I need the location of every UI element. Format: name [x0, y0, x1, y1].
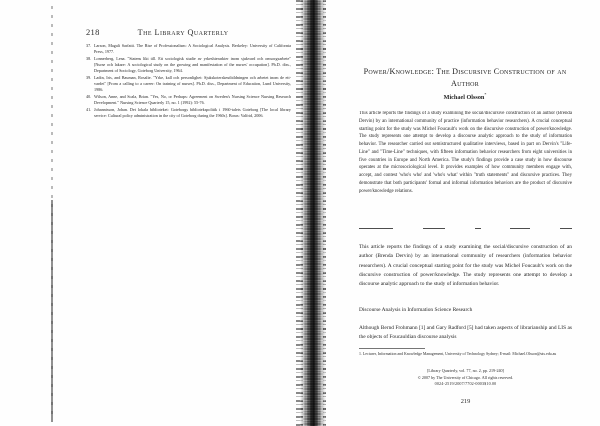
- article-title: Power/Knowledge: The Discursive Construction of an Author: [363, 67, 567, 88]
- reference-text: Wilson, Anne, and Scala, Brian. "Yes, No, or Perhaps: Agreement on Sweden's Nursing Science Nursing Research Development." Nursing Science Quarterly 15, no. 1 (1992): 55-76.: [94, 93, 291, 105]
- reference-item: [86, 56, 291, 74]
- citation-line-copyright: © 2007 by The University of Chicago. All rights reserved.: [417, 374, 514, 380]
- reference-number: 38.: [86, 55, 92, 61]
- article-abstract: This article reports the findings of a study examining the social/discursive construction of an author (Brenda Dervin) by an international community of practice (information behavior researchers). A crucial conceptual starting point for the study was Michel Foucault's work on the discursive construction of power/knowledge. The study represents one attempt to develop a discourse analytic approach to the study of information behavior. The researcher carried out semistructured qualitative interviews, based in part on Dervin's "Life-Line" and "Time-Line" techniques, with fifteen information behavior researchers from eight universities in five countries in Europe and North America. The study's findings provide a case study in how discourse operates at the microsociological level. It provides examples of how community members engage with, accept, and contest 'who's who' and 'who's what' within "truth statements" and discursive practices. They demonstrate that both participants' formal and informal information behaviors are the product of discursive power/knowledge relations.: [359, 111, 572, 194]
- reference-number: 39.: [86, 74, 92, 80]
- separator-rule-segment: [475, 228, 481, 229]
- right-page: [326, 0, 600, 426]
- author-footnote: 1. Lecturer, Information and Knowledge Management, University of Technology Sydney; E-mail: Michael.Olsson@uts.edu.au: [359, 352, 557, 356]
- journal-citation-block: [359, 368, 572, 388]
- separator-rule-segment: [510, 228, 530, 229]
- separator-rule-segment: [423, 228, 445, 229]
- left-page-folio: 218: [86, 27, 100, 37]
- reference-list: [86, 43, 291, 120]
- separator-rule-segment: [560, 228, 572, 229]
- reference-text: Lonnerberg, Lena. "Statens likt till. Ett sociologisk studie av yrkeshierarkier inom sjukvard och omsorgsarbete" [Nurse och lakare: A sociological study on the growing and manifestation of the nurses' occupation]. Ph.D. diss., Department of Sociology, Goteborg University, 1964.: [94, 55, 291, 73]
- scan-gutter-shadow: [300, 0, 326, 426]
- gutter-noise-texture: [300, 0, 326, 426]
- separator-rule-segment: [359, 228, 393, 229]
- footnote-rule: [359, 348, 425, 349]
- reference-item: [86, 43, 291, 55]
- section-separator-rules: [359, 228, 572, 229]
- reference-text: Larson, Magali Sarfatti. The Rise of Professionalism: A Sociological Analysis. Berkeley: University of California Press, 1977.: [94, 43, 291, 54]
- article-body-paragraph: This article reports the findings of a study examining the social/discursive construction of an author (Brenda Dervin) by an international community of researchers (information behavior researchers). A crucial conceptual starting point for the study was Michel Foucault's work on the discursive construction of power/knowledge. The study represents one attempt to develop a discourse analytic approach to the study of information behavior.: [359, 244, 572, 288]
- article-section-heading: Discourse Analysis in Information Science Research: [359, 307, 473, 313]
- reference-item: [86, 75, 291, 93]
- left-page-running-header: [86, 27, 276, 37]
- reference-item: [86, 94, 291, 106]
- reference-text: Ladin, Iris, and Bauman, Rosalie. "Yrke, kall och personlighet: Sjukskoterskeutbildningen och arbetet inom de ett-vardet" [From a calling to a career: On training of nurses]. Ph.D. diss., Department of Education, Lund University, 1986.: [94, 74, 291, 92]
- left-page-running-head: The Library Quarterly: [137, 28, 229, 37]
- reference-item: [86, 107, 291, 119]
- reference-number: 37.: [86, 43, 92, 48]
- scan-edge-artifact-bottom: [51, 200, 53, 422]
- article-body-paragraph-2: Although Bernd Frohmann [1] and Gary Radford [5] had taken aspects of librarianship and LIS as the objects of Foucauldian discourse analysis: [359, 325, 572, 341]
- citation-line-issn: 0024-2519/2007/7702-0003$10.00: [434, 381, 497, 387]
- right-page-folio: 219: [460, 398, 471, 405]
- author-name: Michael Olsson: [443, 94, 485, 102]
- reference-text: Johannisson, Johan. Det lokala biblioteket: Goteborgs bibliotekspolitik i 1960-talets Goteborg [The local library service: Cultural policy administration in the city of Goteborg during the 1960s]. Boras: Valfrid, 2006.: [94, 106, 291, 118]
- reference-number: 41.: [86, 106, 92, 112]
- reference-number: 40.: [86, 93, 92, 99]
- citation-line-volume: [Library Quarterly, vol. 77, no. 2, pp. 219-240]: [427, 368, 504, 373]
- author-footnote-marker: *: [484, 92, 487, 97]
- article-author: [360, 92, 570, 101]
